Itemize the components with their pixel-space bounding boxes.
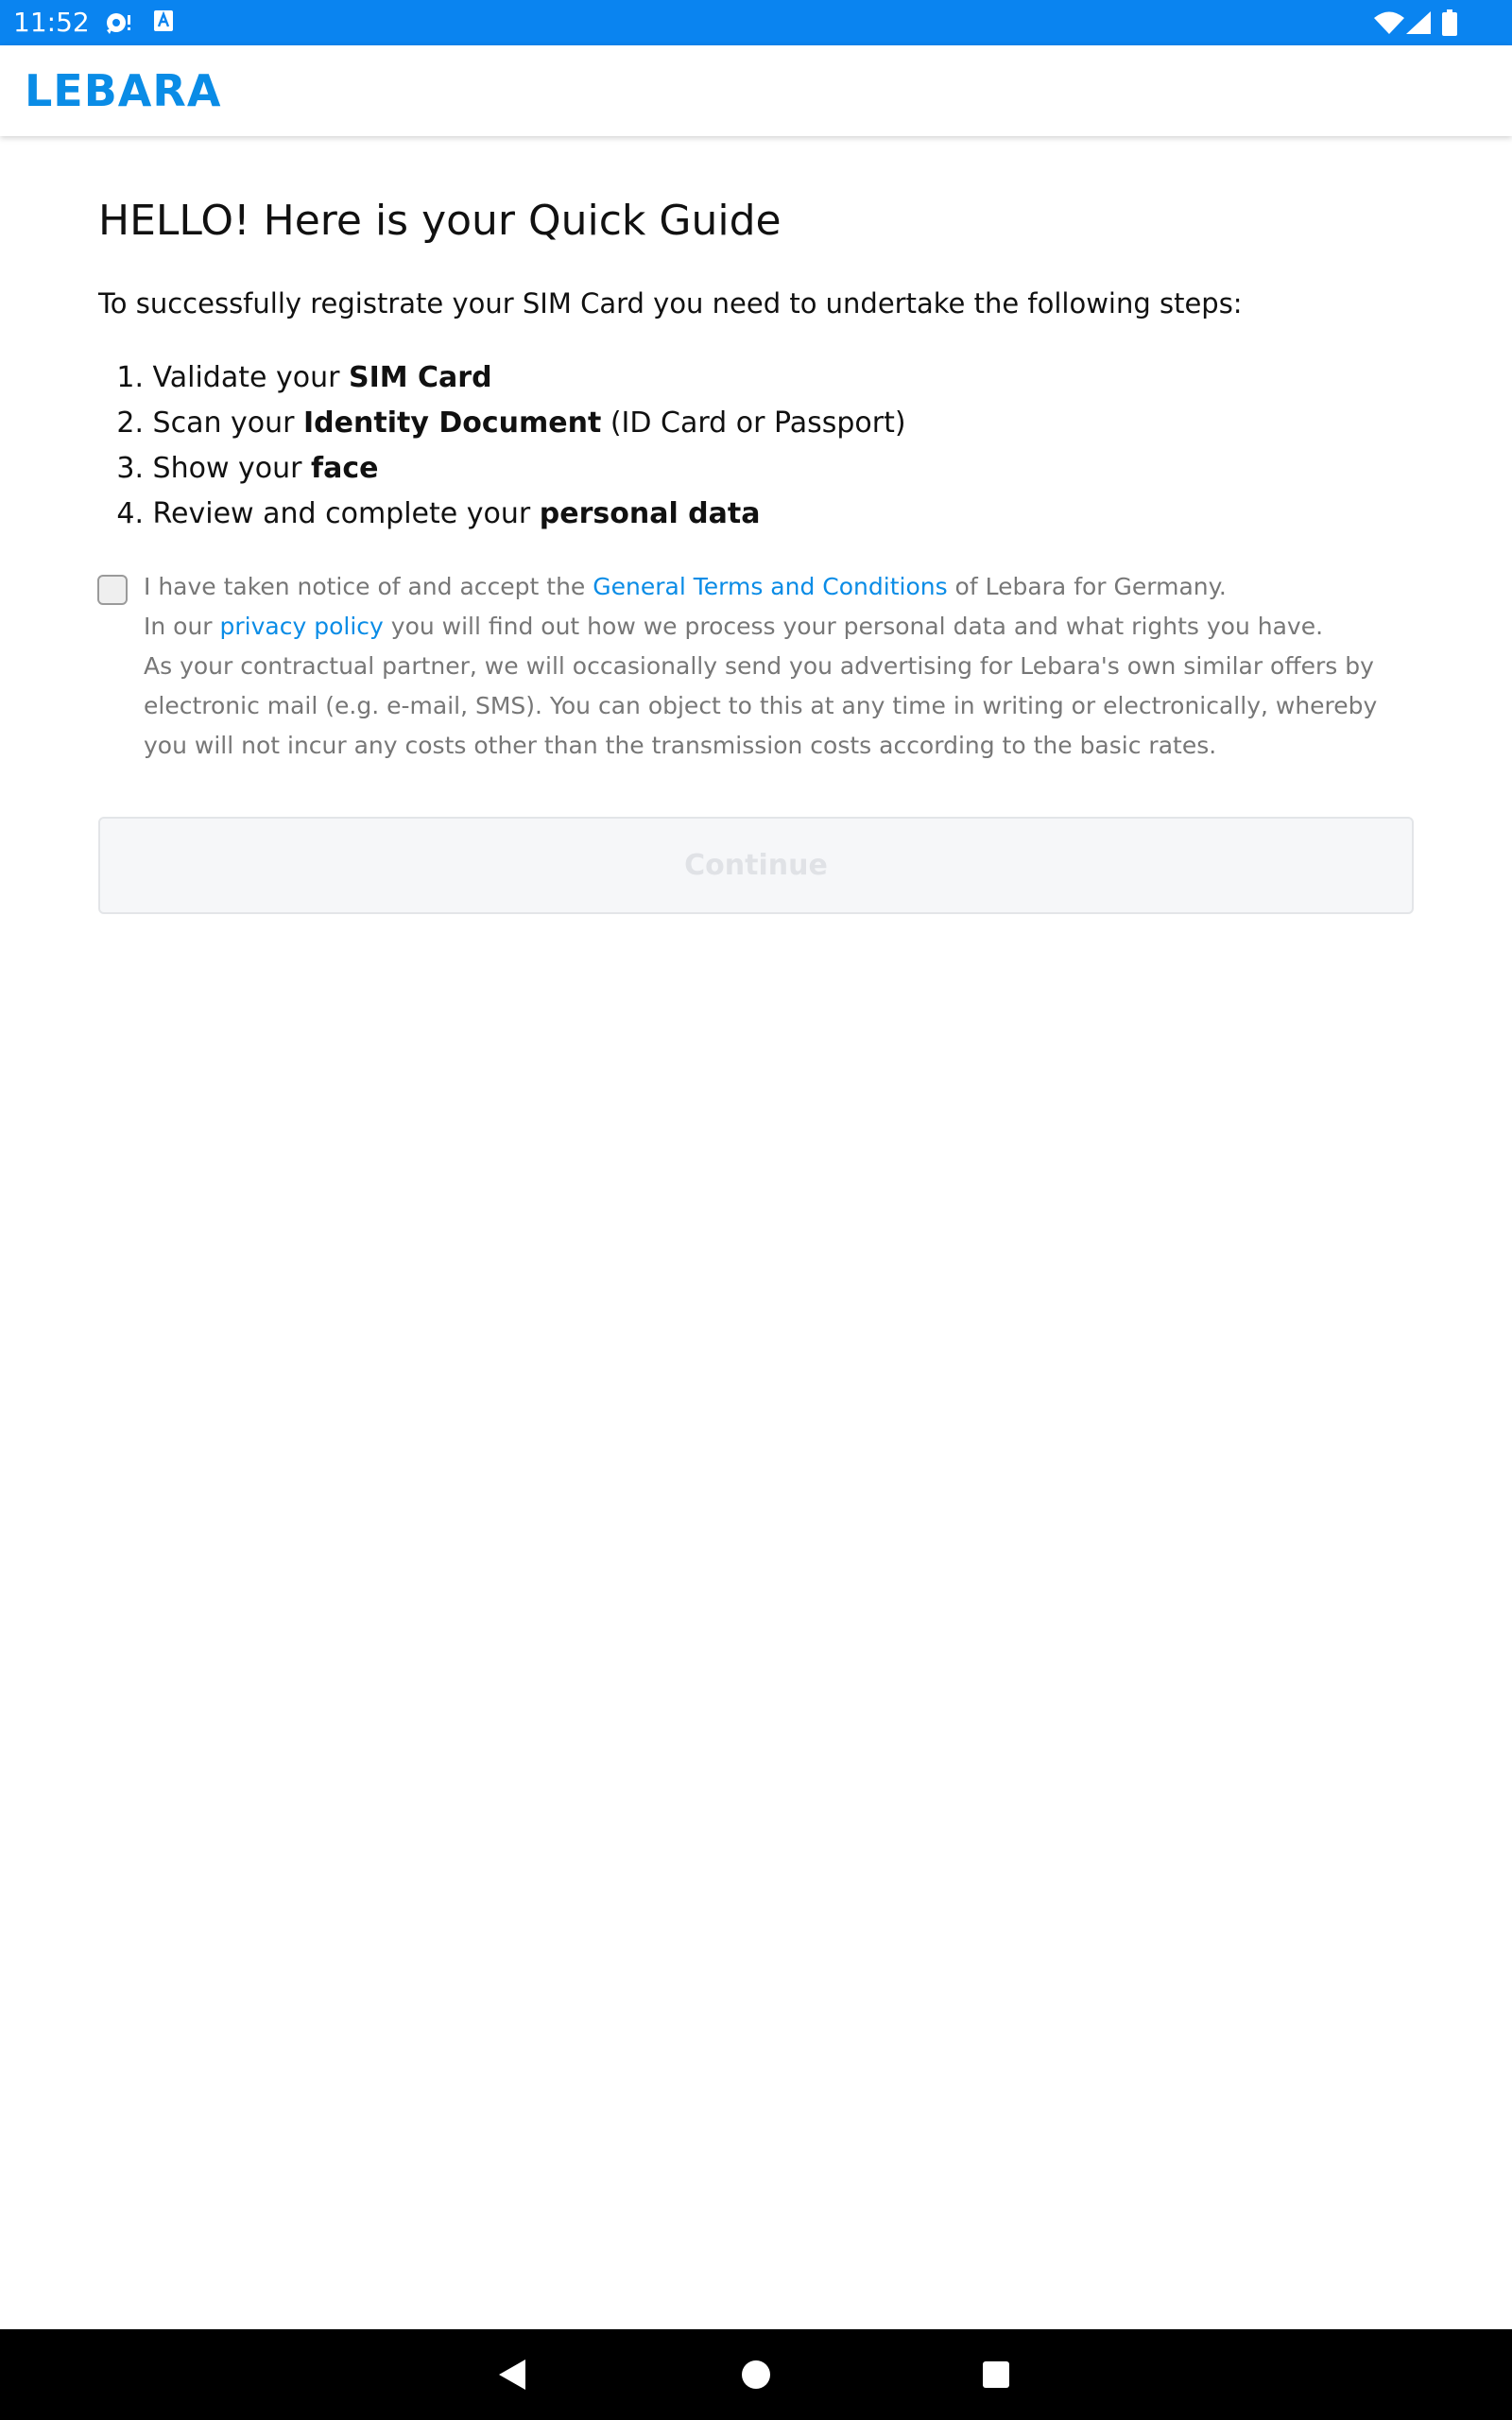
step-item bbox=[98, 355, 1327, 401]
app-bar bbox=[0, 45, 1512, 136]
status-bar bbox=[0, 0, 1512, 45]
privacy-policy-link[interactable]: privacy policy bbox=[219, 613, 384, 640]
back-icon[interactable] bbox=[490, 2352, 535, 2397]
battery-icon bbox=[1442, 9, 1457, 36]
step-number: 1. bbox=[116, 361, 144, 394]
step-item bbox=[98, 446, 1327, 492]
recents-icon[interactable] bbox=[973, 2352, 1019, 2397]
continue-button[interactable]: Continue bbox=[98, 817, 1414, 914]
step-number: 4. bbox=[116, 497, 144, 530]
system-nav-bar bbox=[0, 2329, 1512, 2420]
signal-icon bbox=[1406, 11, 1431, 34]
advertising-notice: As your contractual partner, we will occasionally send you advertising for Lebara's own similar offers by electronic mail (e.g. e-mail, SMS). You can object to this at any time in writing or electronically, whereby you will not incur any costs other than the transmission costs according to the basic rates. bbox=[144, 652, 1378, 759]
intro-text: To successfully registrate your SIM Card you need to undertake the following steps: bbox=[98, 287, 1243, 320]
step-text: Scan your Identity Document (ID Card or Passport) bbox=[152, 406, 906, 440]
terms-consent-checkbox[interactable] bbox=[97, 575, 128, 605]
lebara-logo: LEBARA bbox=[25, 65, 222, 116]
step-number: 3. bbox=[116, 452, 144, 485]
general-terms-link[interactable]: General Terms and Conditions bbox=[593, 573, 948, 600]
privacy-line: In our privacy policy you will find out how we process your personal data and what rights you have. bbox=[144, 613, 1324, 640]
step-text: Review and complete your personal data bbox=[152, 497, 761, 530]
sync-notification-icon bbox=[104, 9, 134, 36]
step-item bbox=[98, 401, 1327, 446]
home-icon[interactable] bbox=[733, 2352, 779, 2397]
step-number: 2. bbox=[116, 406, 144, 440]
consent-text bbox=[144, 567, 1410, 766]
app-notification-icon bbox=[153, 9, 174, 34]
status-time: 11:52 bbox=[13, 7, 90, 38]
page-title: HELLO! Here is your Quick Guide bbox=[98, 197, 782, 245]
step-text: Show your face bbox=[152, 452, 379, 485]
wifi-icon bbox=[1374, 11, 1404, 34]
terms-line: I have taken notice of and accept the General Terms and Conditions of Lebara for Germany. bbox=[144, 573, 1227, 600]
steps-list bbox=[98, 355, 1327, 537]
step-item bbox=[98, 492, 1327, 537]
step-text: Validate your SIM Card bbox=[152, 361, 492, 394]
